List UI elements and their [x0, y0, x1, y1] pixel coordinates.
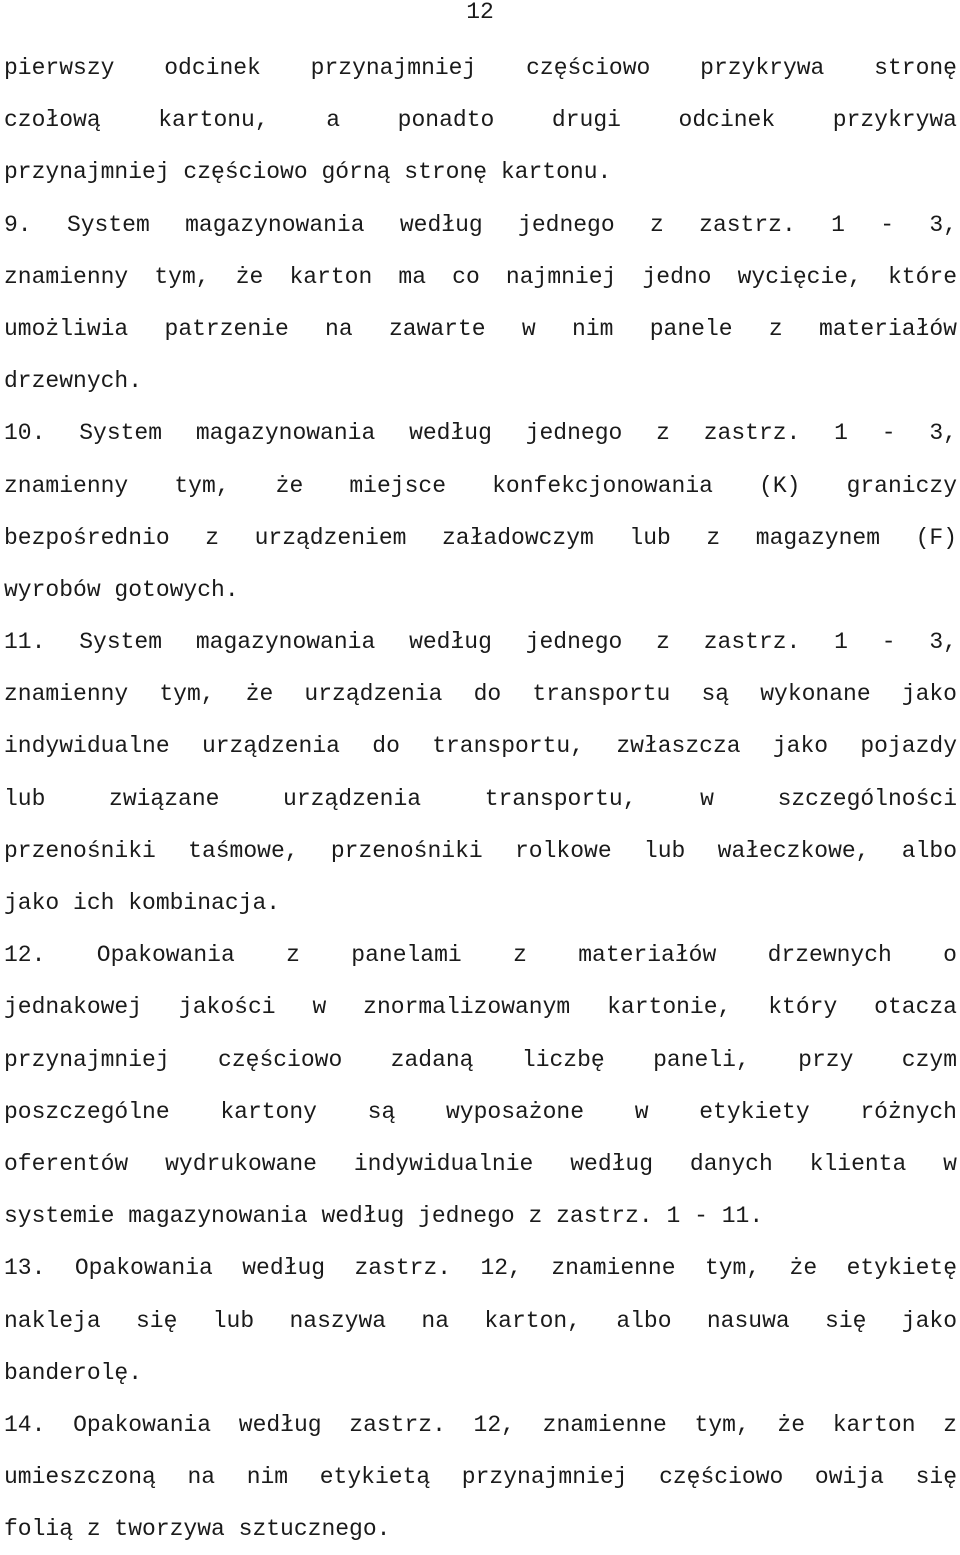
text-line: bezpośrednio z urządzeniem załadowczym lub z magazynem (F)	[4, 524, 957, 551]
text-line: znamienny tym, że miejsce konfekcjonowania (K) graniczy	[4, 472, 957, 499]
claims-text	[4, 42, 957, 1555]
text-line: czołową kartonu, a ponadto drugi odcinek przykrywa	[4, 107, 957, 134]
claim-12-start: 12. Opakowania z panelami z materiałów drzewnych o	[4, 942, 957, 969]
text-line: znamienny tym, że urządzenia do transportu są wykonane jako	[4, 681, 957, 708]
claim-11-start: 11. System magazynowania według jednego z zastrz. 1 - 3,	[4, 629, 957, 656]
text-line: banderolę.	[4, 1359, 143, 1386]
page-number: 12	[466, 0, 494, 25]
text-line: pierwszy odcinek przynajmniej częściowo przykrywa stronę	[4, 55, 957, 81]
text-line: przynajmniej częściowo górną stronę kartonu.	[4, 159, 612, 186]
text-line: wyrobów gotowych.	[4, 576, 239, 603]
text-line: lub związane urządzenia transportu, w szczególności	[4, 785, 957, 812]
text-line: znamienny tym, że karton ma co najmniej jedno wycięcie, które	[4, 263, 957, 290]
text-line: drzewnych.	[4, 368, 143, 395]
text-line: systemie magazynowania według jednego z zastrz. 1 - 11.	[4, 1203, 764, 1230]
text-line: przenośniki taśmowe, przenośniki rolkowe lub wałeczkowe, albo	[4, 837, 957, 864]
text-line: indywidualne urządzenia do transportu, zwłaszcza jako pojazdy	[4, 733, 957, 760]
text-line: umieszczoną na nim etykietą przynajmniej częściowo owija się	[4, 1464, 957, 1491]
claim-10-start: 10. System magazynowania według jednego z zastrz. 1 - 3,	[4, 420, 957, 447]
text-line: przynajmniej częściowo zadaną liczbę paneli, przy czym	[4, 1046, 957, 1073]
text-line: folią z tworzywa sztucznego.	[4, 1516, 391, 1543]
claim-13-start: 13. Opakowania według zastrz. 12, znamienne tym, że etykietę	[4, 1255, 957, 1282]
text-line: nakleja się lub naszywa na karton, albo nasuwa się jako	[4, 1307, 957, 1334]
text-line: oferentów wydrukowane indywidualnie według danych klienta w	[4, 1150, 957, 1177]
text-line: jednakowej jakości w znormalizowanym kartonie, który otacza	[4, 994, 957, 1021]
text-line: umożliwia patrzenie na zawarte w nim panele z materiałów	[4, 315, 957, 342]
text-line: poszczególne kartony są wyposażone w etykiety różnych	[4, 1098, 957, 1125]
text-line: jako ich kombinacja.	[4, 890, 281, 916]
claim-14-start: 14. Opakowania według zastrz. 12, znamienne tym, że karton z	[4, 1411, 957, 1438]
claim-9-start: 9. System magazynowania według jednego z zastrz. 1 - 3,	[4, 211, 957, 238]
